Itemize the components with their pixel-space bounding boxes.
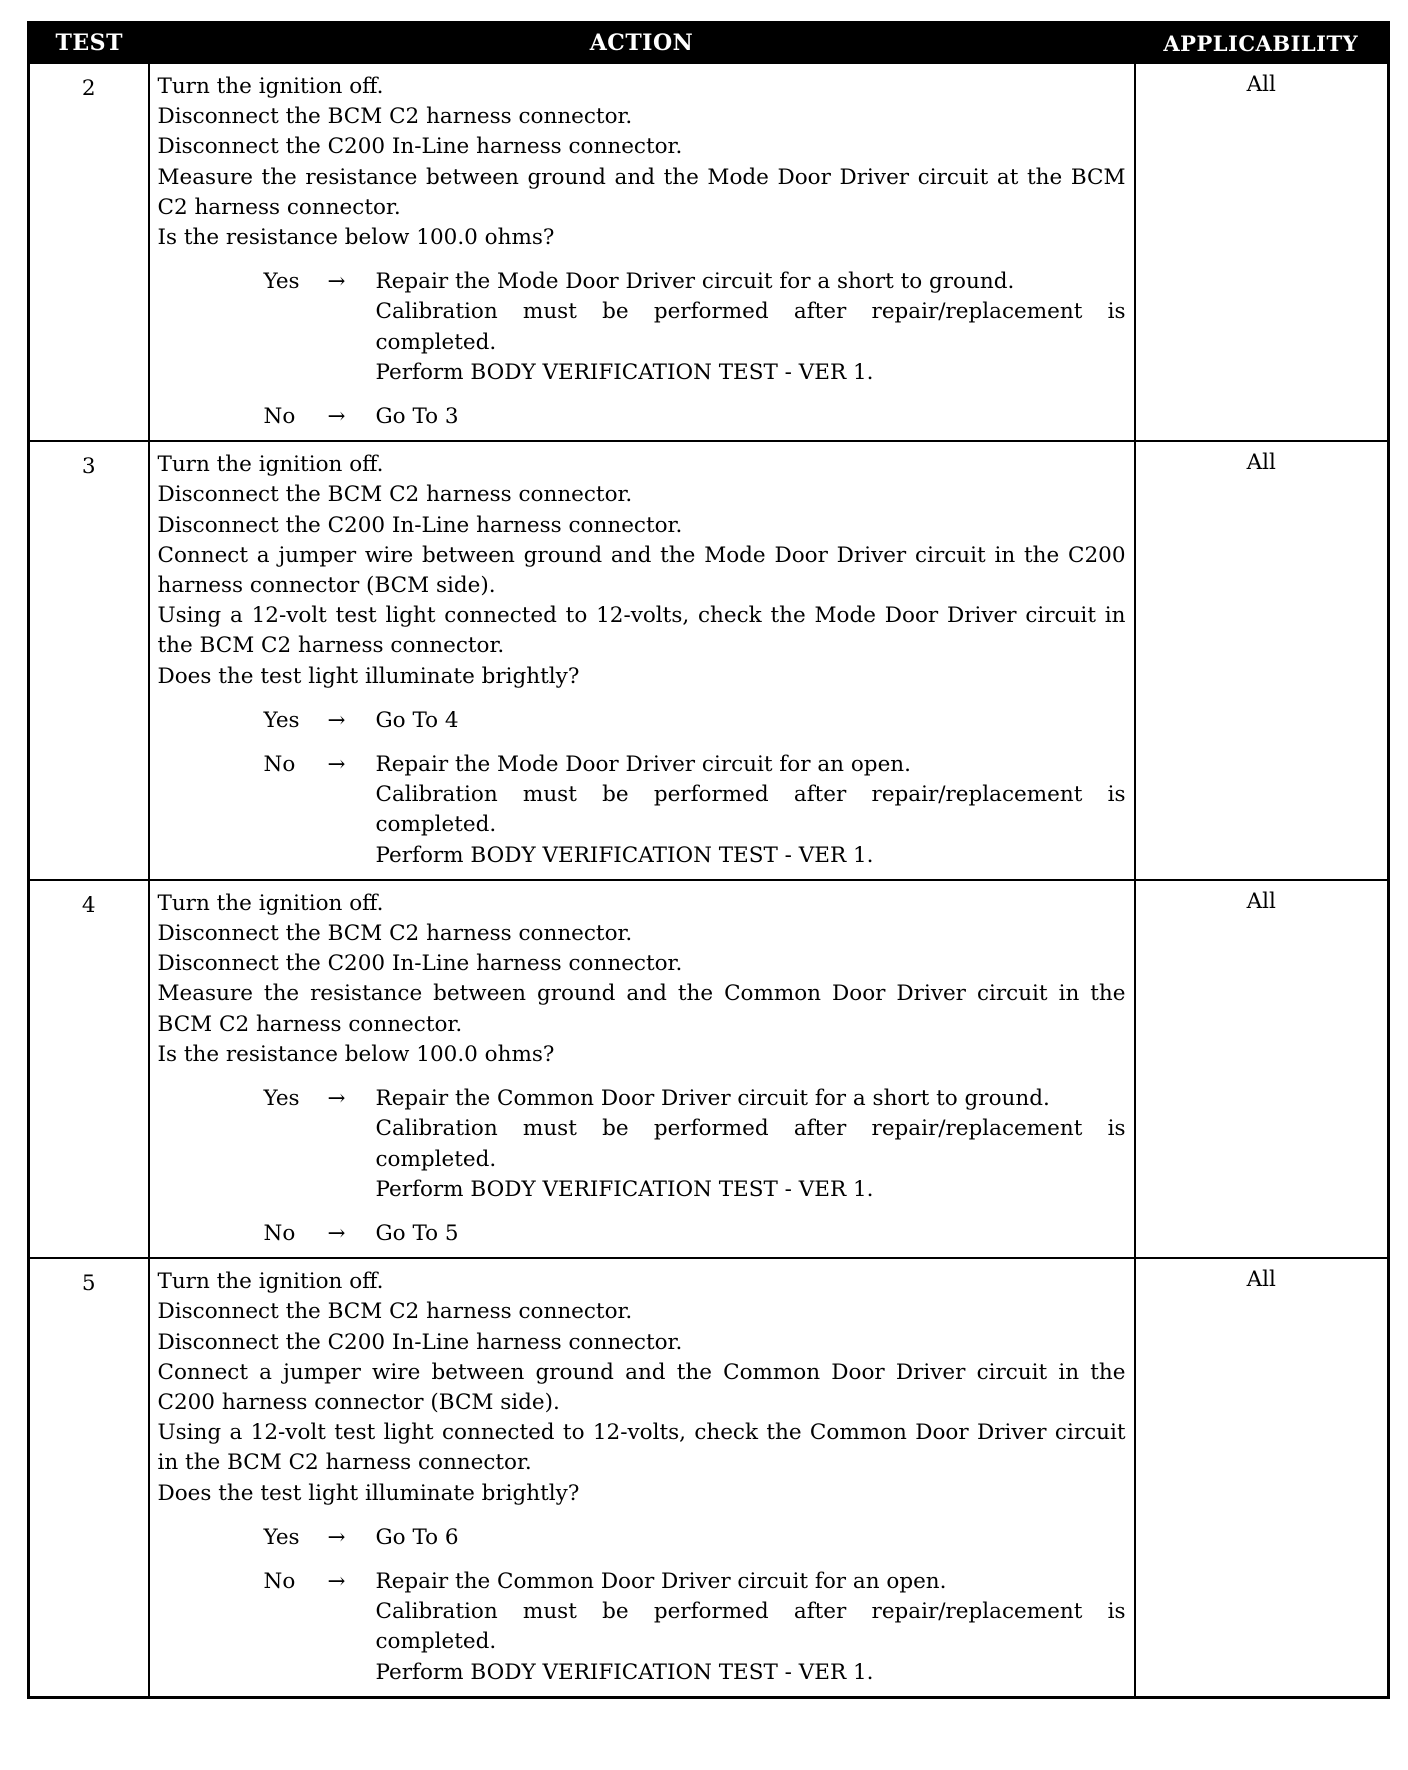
action-step: Disconnect the C200 In-Line harness connector. [157,951,683,977]
result-label: Yes [263,1524,300,1550]
result-label: No [263,752,296,778]
applicability-cell: All [1135,441,1389,880]
table-body [29,63,1389,1697]
right-arrow-icon: → [327,707,346,733]
result-no [264,402,1126,432]
action-step: Disconnect the C200 In-Line harness connector. [157,512,683,538]
result-line: Calibration must be performed after repair/replacement is completed. [375,299,1126,355]
result-label: No [263,404,296,430]
result-label: No [263,1568,296,1594]
right-arrow-icon: → [327,269,346,295]
action-step: Turn the ignition off. [157,1269,384,1295]
result-yes [264,267,1126,388]
result-line: Perform BODY VERIFICATION TEST - VER 1. [375,359,874,385]
action-step: Does the test light illuminate brightly? [157,1480,580,1506]
action-step: Disconnect the BCM C2 harness connector. [157,1299,633,1325]
table-row [29,63,1389,441]
action-step: Disconnect the C200 In-Line harness connector. [157,134,683,160]
result-text [376,750,1126,871]
result-line: Calibration must be performed after repair/replacement is completed. [375,1116,1126,1172]
result-line: Perform BODY VERIFICATION TEST - VER 1. [375,1659,874,1685]
right-arrow-icon: → [327,1568,346,1594]
header-test: TEST [29,23,149,64]
action-step: Disconnect the BCM C2 harness connector. [157,482,633,508]
action-step: Turn the ignition off. [157,452,384,478]
result-no [264,750,1126,871]
action-step: Measure the resistance between ground and the Mode Door Driver circuit at the BCM C2 harness connector. [157,164,1126,220]
action-cell [149,63,1135,441]
result-line: Repair the Mode Door Driver circuit for an open. [375,752,911,778]
action-step: Is the resistance below 100.0 ohms? [157,225,555,251]
action-step: Connect a jumper wire between ground and the Common Door Driver circuit in the C200 harness connector (BCM side). [157,1359,1126,1415]
result-text [376,402,1126,432]
applicability-cell: All [1135,63,1389,441]
result-no [264,1219,1126,1249]
action-step: Is the resistance below 100.0 ohms? [157,1041,555,1067]
result-line: Repair the Common Door Driver circuit for a short to ground. [375,1086,1050,1112]
result-text [376,1523,1126,1553]
action-step: Turn the ignition off. [157,74,384,99]
result-line: Repair the Mode Door Driver circuit for a short to ground. [375,269,1015,295]
result-text [376,706,1126,736]
table-row [29,441,1389,880]
table-row [29,880,1389,1258]
result-yes [264,706,1126,736]
right-arrow-icon: → [327,1524,346,1550]
action-step: Disconnect the C200 In-Line harness connector. [157,1329,683,1355]
action-step: Connect a jumper wire between ground and the Mode Door Driver circuit in the C200 harness connector (BCM side). [157,542,1126,599]
result-line: Go To 3 [375,404,459,430]
result-yes [264,1523,1126,1553]
test-number: 3 [29,441,149,880]
result-line: Go To 6 [375,1524,459,1550]
table-row [29,1258,1389,1697]
result-label: Yes [263,269,300,295]
result-text [376,1567,1126,1688]
diagnostic-page [27,21,1387,1753]
result-line: Repair the Common Door Driver circuit for an open. [375,1568,947,1594]
action-cell [149,880,1135,1258]
header-action: ACTION [149,23,1135,64]
action-step: Disconnect the BCM C2 harness connector. [157,104,633,130]
result-line: Go To 5 [375,1220,459,1246]
result-line: Perform BODY VERIFICATION TEST - VER 1. [375,1176,874,1202]
result-text [376,1219,1126,1249]
action-step: Using a 12-volt test light connected to 12-volts, check the Common Door Driver circuit in the BCM C2 harness connector. [157,1420,1126,1476]
applicability-cell: All [1135,1258,1389,1697]
test-number: 2 [29,63,149,441]
right-arrow-icon: → [327,1220,346,1246]
result-text [376,267,1126,388]
result-line: Calibration must be performed after repair/replacement is completed. [375,782,1126,838]
right-arrow-icon: → [327,752,346,778]
result-yes [264,1084,1126,1205]
result-line: Calibration must be performed after repair/replacement is completed. [375,1599,1126,1655]
result-text [376,1084,1126,1205]
result-label: Yes [263,1086,300,1112]
right-arrow-icon: → [327,1086,346,1112]
header-applicability: APPLICABILITY [1135,23,1389,64]
result-label: No [263,1220,296,1246]
action-cell [149,1258,1135,1697]
action-step: Measure the resistance between ground and the Common Door Driver circuit in the BCM C2 harness connector. [157,981,1126,1037]
action-step: Using a 12-volt test light connected to 12-volts, check the Mode Door Driver circuit in the BCM C2 harness connector. [157,603,1126,659]
diagnostic-table [27,21,1390,1699]
action-step: Does the test light illuminate brightly? [157,663,580,689]
result-line: Perform BODY VERIFICATION TEST - VER 1. [375,842,874,868]
action-step: Turn the ignition off. [157,890,384,916]
table-header-row [29,23,1389,64]
applicability-cell: All [1135,880,1389,1258]
result-line: Go To 4 [375,707,459,733]
right-arrow-icon: → [327,404,346,430]
action-step: Disconnect the BCM C2 harness connector. [157,921,633,947]
result-label: Yes [263,707,300,733]
test-number: 5 [29,1258,149,1697]
action-cell [149,441,1135,880]
test-number: 4 [29,880,149,1258]
result-no [264,1567,1126,1688]
